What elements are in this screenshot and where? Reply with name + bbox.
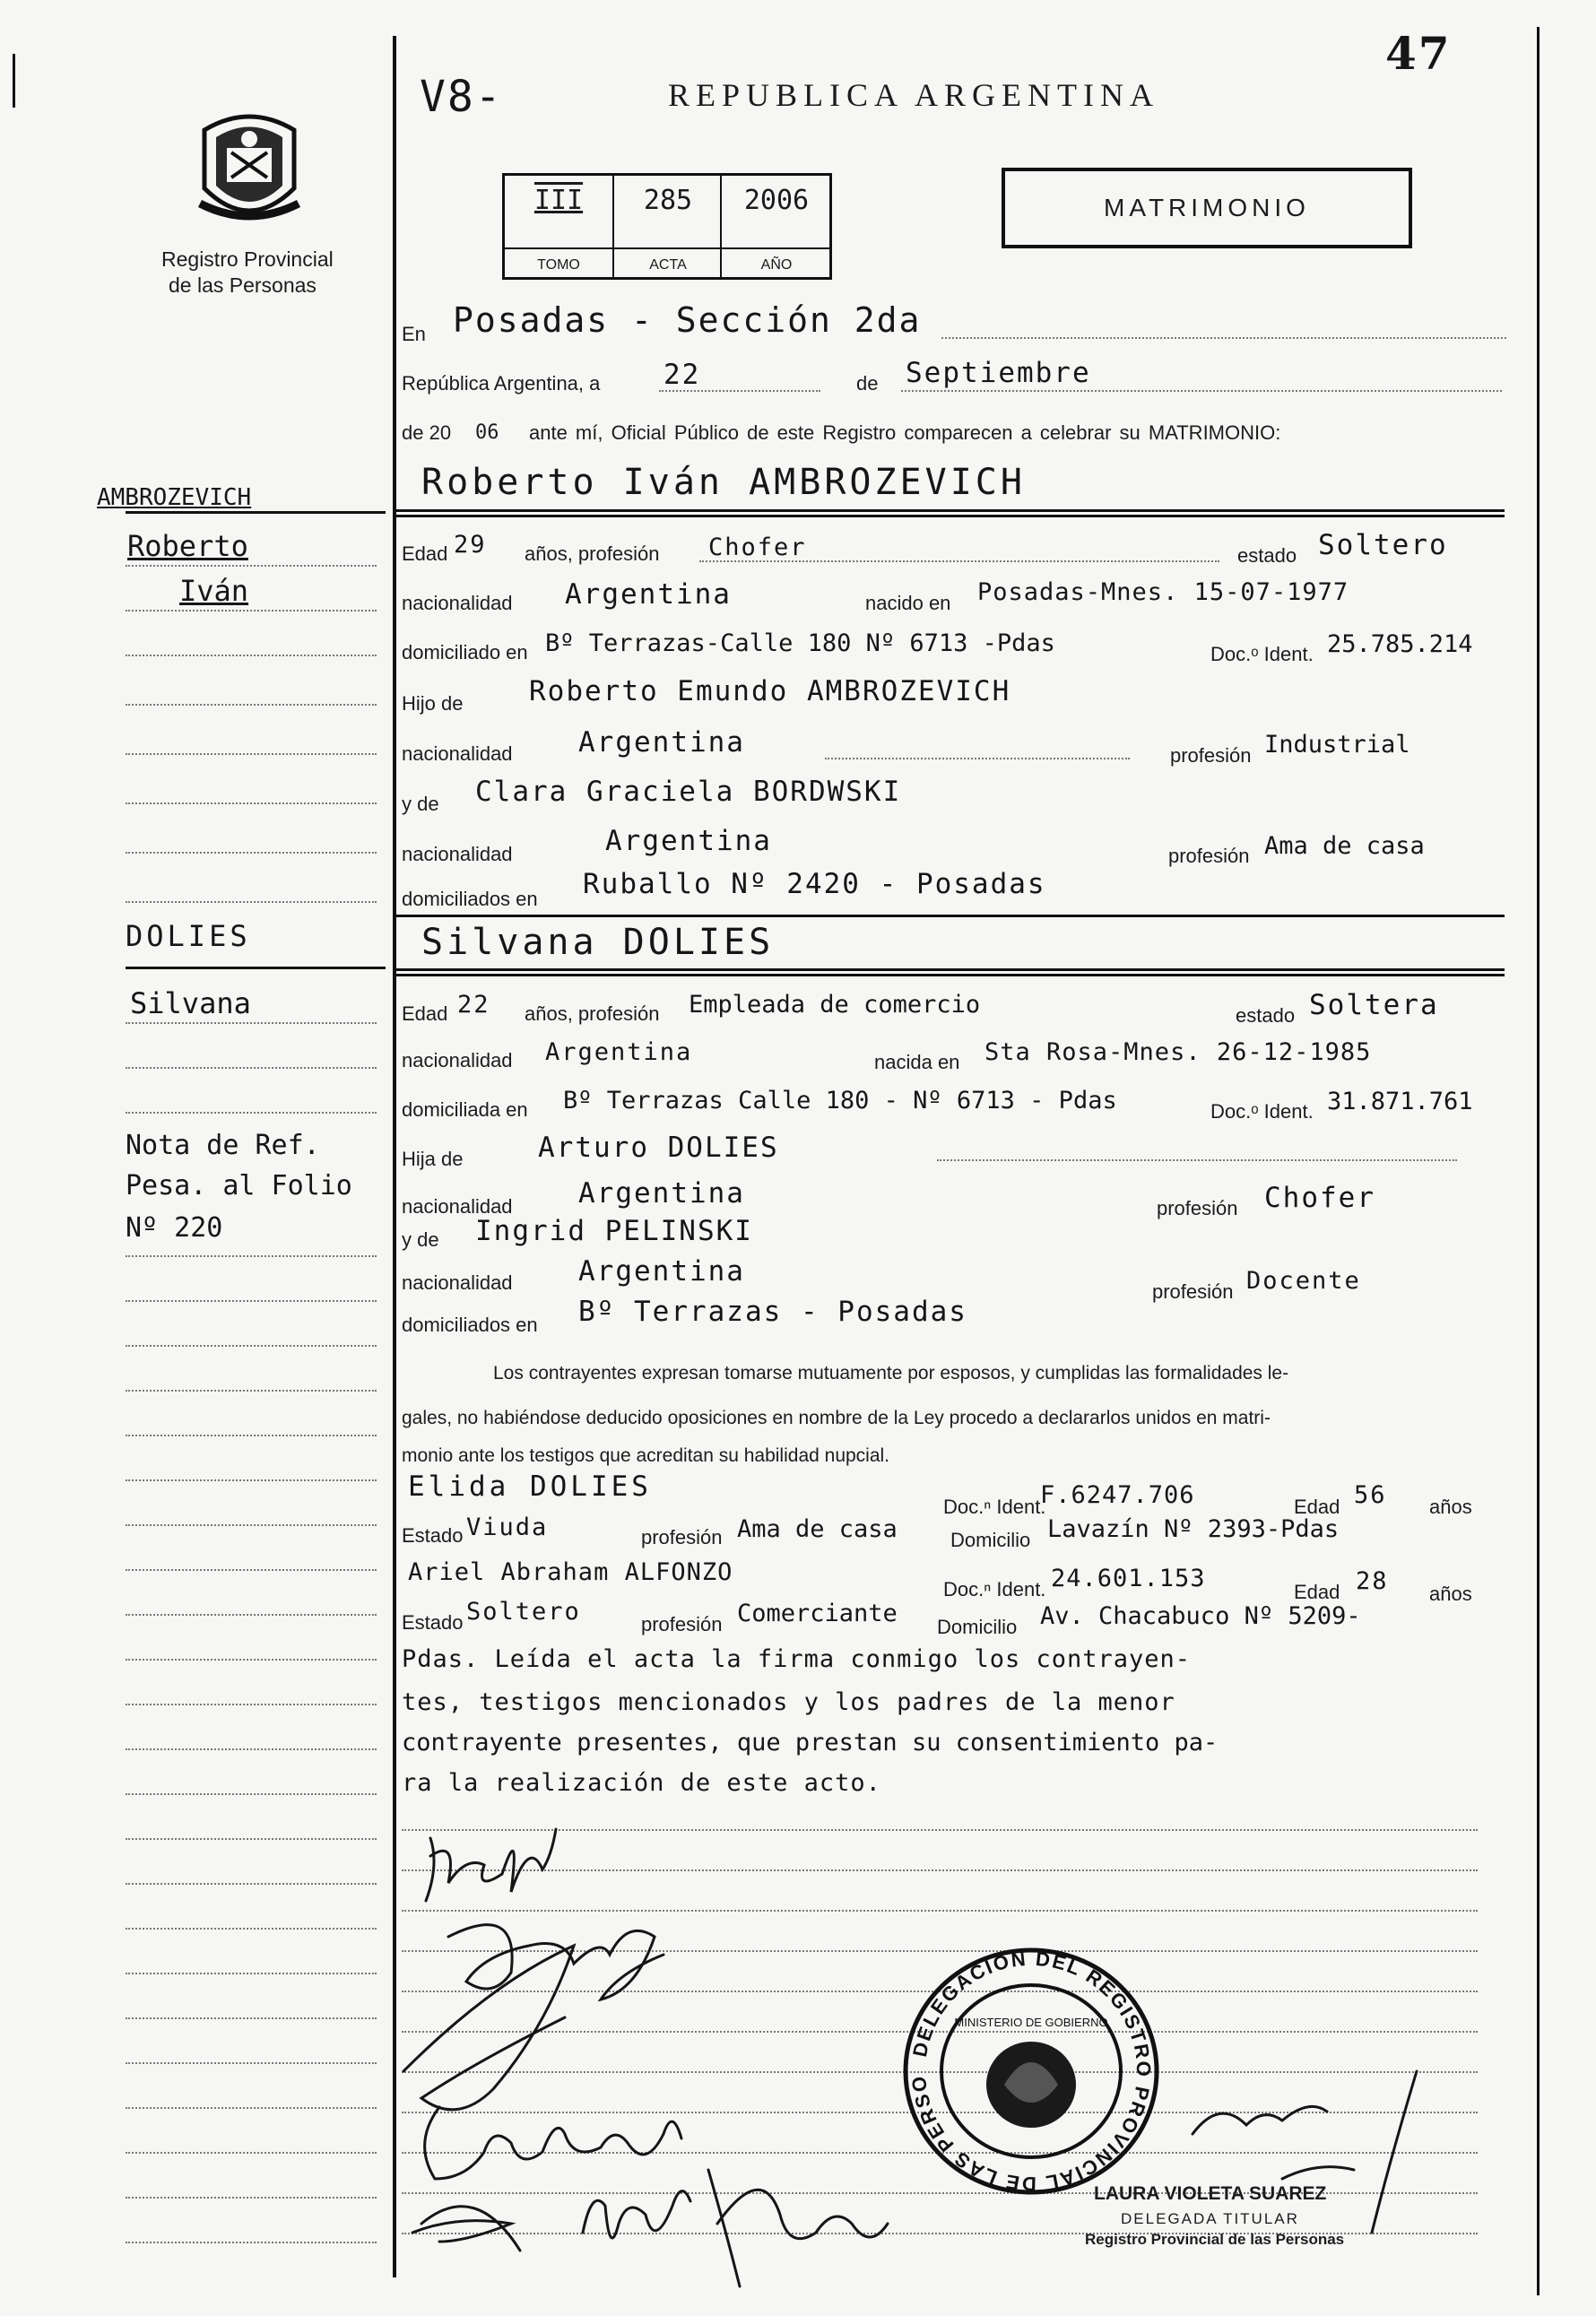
place-value: Posadas - Sección 2da bbox=[453, 300, 922, 340]
registry-name-line2: de las Personas bbox=[169, 273, 317, 297]
witness1-prof-label: profesión bbox=[641, 1526, 723, 1548]
bride-padres-dom: Bº Terrazas - Posadas bbox=[578, 1296, 967, 1328]
declaration-line3: monio ante los testigos que acreditan su habilidad nupcial. bbox=[402, 1445, 890, 1466]
bride-doc: 31.871.761 bbox=[1327, 1088, 1473, 1115]
bride-madre-nac: Argentina bbox=[578, 1255, 745, 1288]
groom-nacionalidad: Argentina bbox=[565, 578, 732, 611]
bride-padre-nac-label: nacionalidad bbox=[402, 1195, 513, 1218]
groom-nacido-label: nacido en bbox=[865, 592, 951, 614]
groom-dom-label: domiciliados en bbox=[402, 888, 538, 910]
bride-yde-label: y de bbox=[402, 1228, 439, 1251]
groom-padre-nac: Argentina bbox=[578, 726, 745, 759]
bride-anos-profesion: años, profesión bbox=[525, 1002, 660, 1025]
provincial-crest-icon bbox=[191, 103, 308, 233]
groom-doc: 25.785.214 bbox=[1327, 630, 1473, 658]
closing-line1: Pdas. Leída el acta la firma conmigo los contrayen- bbox=[402, 1645, 1192, 1673]
bride-nacida-label: nacida en bbox=[874, 1051, 960, 1073]
groom-padre-prof: Industrial bbox=[1264, 731, 1410, 759]
groom-domicilio: Bº Terrazas-Calle 180 Nº 6713 -Pdas bbox=[545, 629, 1055, 657]
act-type-label: MATRIMONIO bbox=[1104, 194, 1310, 221]
groom-edad: 29 bbox=[454, 531, 487, 559]
ano-label: AÑO bbox=[760, 257, 793, 273]
groom-estado-label: estado bbox=[1237, 544, 1297, 567]
page-number: 47 bbox=[1385, 27, 1452, 80]
groom-edad-label: Edad bbox=[402, 542, 448, 565]
left-page-edge bbox=[13, 54, 15, 108]
bride-estado-label: estado bbox=[1236, 1004, 1296, 1027]
witness2-prof-label: profesión bbox=[641, 1613, 723, 1635]
bride-edad: 22 bbox=[457, 991, 490, 1019]
bride-dom-label: domiciliados en bbox=[402, 1314, 538, 1336]
official-round-stamp bbox=[897, 1941, 1166, 2201]
groom-nacido: Posadas-Mnes. 15-07-1977 bbox=[977, 578, 1349, 606]
margin-groom-first: Roberto bbox=[127, 529, 248, 563]
de-label: de bbox=[856, 372, 879, 395]
ano-value: 2006 bbox=[743, 185, 810, 216]
groom-madre: Clara Graciela BORDWSKI bbox=[475, 776, 902, 808]
witness1-estado: Viuda bbox=[466, 1514, 549, 1541]
bride-doc-label: Doc.ᵒ Ident. bbox=[1210, 1100, 1314, 1123]
witness1-doc: F.6247.706 bbox=[1040, 1481, 1195, 1509]
groom-domicilio-label: domiciliado en bbox=[402, 641, 528, 664]
bride-estado: Soltera bbox=[1309, 989, 1439, 1021]
margin-bride-first: Silvana bbox=[130, 986, 251, 1020]
margin-bride-surname: DOLIES bbox=[126, 919, 251, 953]
witness2-dom-label: Domicilio bbox=[937, 1616, 1018, 1638]
bride-madre-prof-label: profesión bbox=[1152, 1280, 1234, 1303]
bride-nacida: Sta Rosa-Mnes. 26-12-1985 bbox=[984, 1038, 1372, 1066]
bride-madre: Ingrid PELINSKI bbox=[475, 1215, 753, 1247]
witness1-profesion: Ama de casa bbox=[737, 1515, 898, 1543]
witness2-doc-label: Doc.ⁿ Ident. bbox=[943, 1578, 1046, 1600]
bride-padre-prof: Chofer bbox=[1264, 1182, 1375, 1214]
tomo-value: III bbox=[533, 185, 584, 216]
witness1-doc-label: Doc.ⁿ Ident. bbox=[943, 1496, 1046, 1518]
bride-domicilio-label: domiciliada en bbox=[402, 1098, 528, 1121]
bride-padre: Arturo DOLIES bbox=[538, 1132, 779, 1164]
groom-madre-prof-label: profesión bbox=[1168, 845, 1250, 867]
closing-line2: tes, testigos mencionados y los padres de la menor bbox=[402, 1688, 1175, 1716]
witness1-edad: 56 bbox=[1354, 1481, 1387, 1509]
day-value: 22 bbox=[664, 359, 701, 391]
groom-doc-label: Doc.ᵒ Ident. bbox=[1210, 643, 1314, 665]
stamp-inner-text: MINISTERIO DE GOBIERNO bbox=[954, 2016, 1108, 2029]
bride-hija-label: Hija de bbox=[402, 1148, 464, 1170]
groom-padre-nac-label: nacionalidad bbox=[402, 742, 513, 765]
groom-yde-label: y de bbox=[402, 793, 439, 815]
witness2-profesion: Comerciante bbox=[737, 1600, 898, 1627]
groom-anos-profesion: años, profesión bbox=[525, 542, 660, 565]
tomo-label: TOMO bbox=[537, 257, 580, 273]
witness1-domicilio: Lavazín Nº 2393-Pdas bbox=[1047, 1515, 1340, 1543]
margin-note-line2: Pesa. al Folio bbox=[126, 1170, 352, 1201]
country-title: REPUBLICA ARGENTINA bbox=[668, 77, 1160, 113]
witness1-anos: años bbox=[1429, 1496, 1472, 1518]
official-role: DELEGADA TITULAR bbox=[1121, 2210, 1299, 2227]
bride-nacionalidad: Argentina bbox=[545, 1038, 693, 1066]
groom-padre-prof-label: profesión bbox=[1170, 744, 1252, 767]
witness2-edad-label: Edad bbox=[1294, 1581, 1340, 1603]
groom-madre-nac-label: nacionalidad bbox=[402, 843, 513, 865]
bride-full-name: Silvana DOLIES bbox=[421, 922, 775, 963]
bride-edad-label: Edad bbox=[402, 1002, 448, 1025]
groom-nacionalidad-label: nacionalidad bbox=[402, 592, 513, 614]
groom-hijo-label: Hijo de bbox=[402, 692, 464, 715]
bride-domicilio: Bº Terrazas Calle 180 - Nº 6713 - Pdas bbox=[563, 1087, 1117, 1115]
witness2-anos: años bbox=[1429, 1583, 1472, 1605]
groom-full-name: Roberto Iván AMBROZEVICH bbox=[421, 462, 1026, 503]
closing-line4: ra la realización de este acto. bbox=[402, 1769, 881, 1797]
closing-line3: contrayente presentes, que prestan su consentimiento pa- bbox=[402, 1729, 1219, 1757]
declaration-line2: gales, no habiéndose deducido oposiciones en nombre de la Ley procedo a declararlos unidos en matri- bbox=[402, 1408, 1271, 1428]
witness2-name: Ariel Abraham ALFONZO bbox=[408, 1558, 733, 1586]
margin-note-line3: Nº 220 bbox=[126, 1212, 223, 1244]
bride-padre-nac: Argentina bbox=[578, 1177, 745, 1210]
bride-madre-nac-label: nacionalidad bbox=[402, 1271, 513, 1294]
declaration-line1: Los contrayentes expresan tomarse mutuamente por esposos, y cumplidas las formalidades le- bbox=[493, 1363, 1289, 1384]
stamp-ring-text: DELEGACION DEL REGISTRO PROVINCIAL DE LAS PERSO bbox=[906, 1947, 1156, 2196]
en-label: En bbox=[402, 323, 426, 345]
witness2-doc: 24.601.153 bbox=[1051, 1565, 1206, 1592]
act-type-box bbox=[1002, 168, 1412, 248]
month-value: Septiembre bbox=[906, 357, 1091, 389]
witness1-estado-label: Estado bbox=[402, 1524, 464, 1547]
witness2-domicilio: Av. Chacabuco Nº 5209- bbox=[1040, 1602, 1361, 1630]
year-suffix: 06 bbox=[475, 421, 499, 444]
witness1-name: Elida DOLIES bbox=[408, 1470, 652, 1503]
groom-estado: Soltero bbox=[1318, 529, 1448, 561]
groom-padres-dom: Ruballo Nº 2420 - Posadas bbox=[583, 868, 1046, 900]
acta-label: ACTA bbox=[649, 257, 687, 273]
groom-madre-prof: Ama de casa bbox=[1264, 832, 1425, 860]
bride-profesion: Empleada de comercio bbox=[689, 991, 981, 1019]
witness1-edad-label: Edad bbox=[1294, 1496, 1340, 1518]
appearance-statement: ante mí, Oficial Público de este Registro comparecen a celebrar su MATRIMONIO: bbox=[529, 421, 1281, 444]
groom-padre: Roberto Emundo AMBROZEVICH bbox=[529, 675, 1011, 707]
act-number-table bbox=[502, 173, 832, 280]
bride-padre-prof-label: profesión bbox=[1157, 1197, 1238, 1219]
republica-label: República Argentina, a bbox=[402, 372, 601, 395]
margin-groom-surname: AMBROZEVICH bbox=[97, 484, 252, 511]
witness1-dom-label: Domicilio bbox=[950, 1529, 1031, 1551]
bride-nacionalidad-label: nacionalidad bbox=[402, 1049, 513, 1071]
margin-note-line1: Nota de Ref. bbox=[126, 1130, 320, 1161]
groom-profesion: Chofer bbox=[708, 533, 807, 561]
witness2-estado: Soltero bbox=[466, 1598, 581, 1626]
official-office: Registro Provincial de las Personas bbox=[1085, 2231, 1345, 2248]
acta-value: 285 bbox=[643, 185, 693, 216]
margin-mark: V8- bbox=[420, 72, 503, 122]
groom-madre-nac: Argentina bbox=[605, 825, 772, 857]
official-name: LAURA VIOLETA SUAREZ bbox=[1094, 2183, 1327, 2204]
year-prefix: de 20 bbox=[402, 421, 452, 444]
right-border-line bbox=[1537, 27, 1540, 2295]
margin-groom-second: Iván bbox=[179, 574, 249, 608]
witness2-edad: 28 bbox=[1356, 1567, 1389, 1595]
bride-madre-prof: Docente bbox=[1246, 1267, 1361, 1295]
witness2-estado-label: Estado bbox=[402, 1611, 464, 1634]
registry-name-line1: Registro Provincial bbox=[161, 247, 334, 271]
